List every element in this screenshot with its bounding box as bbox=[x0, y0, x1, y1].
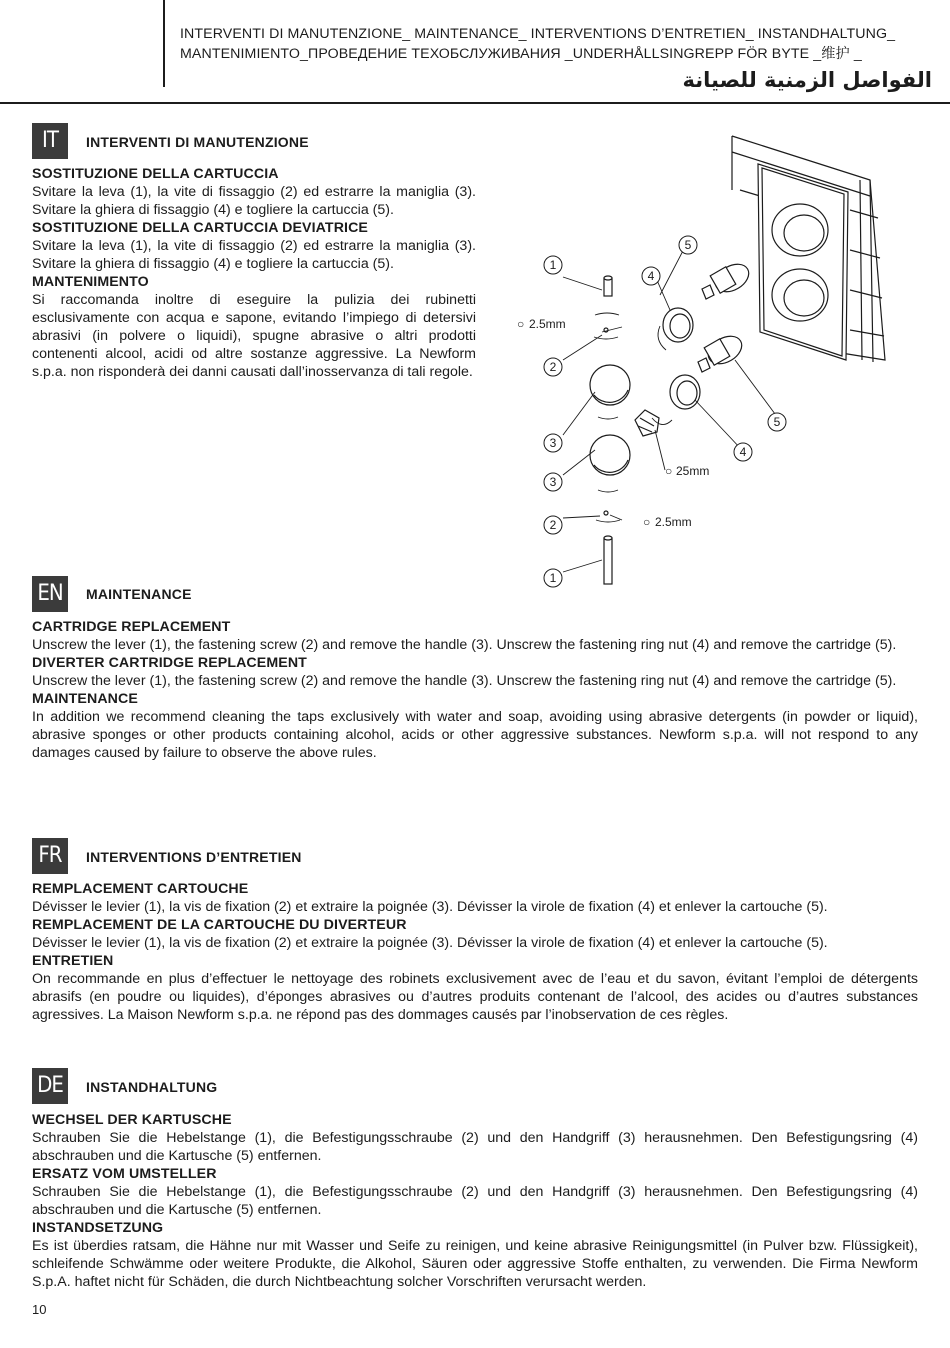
exploded-diagram bbox=[510, 130, 930, 600]
spanner-icon: ○ bbox=[665, 464, 673, 478]
ring-nut-upper bbox=[663, 308, 693, 342]
heading-diverter-replacement: ERSATZ VOM UMSTELLER bbox=[32, 1166, 217, 1182]
paragraph-maintenance: On recommande en plus d’effectuer le nettoyage des robinets exclusivement avec de l’eau et du savon, évitant l’emploi de détergents abrasifs (en poudre ou liquides), d’éponges abrasives ou d’autres produits contenant de l’alcool, des acides ou d’autres substances agressives. La Maison Newform s.p.a. ne répond pas des dommages causés par l’inobservation de ces règles. bbox=[32, 971, 918, 1023]
section-body-fr bbox=[32, 880, 918, 1024]
paragraph-maintenance: In addition we recommend cleaning the taps exclusively with water and soap, avoiding using abrasive detergents (in powder or liquid), abrasive sponges or other products containing alcohol, acids or other aggressive substances. Newform s.p.a. will not respond to any damages caused by failure to observe the above rules. bbox=[32, 709, 918, 761]
heading-cartridge-replacement: SOSTITUZIONE DELLA CARTUCCIA bbox=[32, 166, 279, 182]
paragraph-diverter-replacement: Dévisser le levier (1), la vis de fixation (2) et extraire la poignée (3). Dévisser la virole de fixation (4) et enlever la cartouche (5). bbox=[32, 935, 828, 951]
heading-diverter-replacement: REMPLACEMENT DE LA CARTOUCHE DU DIVERTEUR bbox=[32, 917, 407, 933]
language-badge-it: IT bbox=[32, 123, 68, 159]
heading-diverter-replacement: SOSTITUZIONE DELLA CARTUCCIA DEVIATRICE bbox=[32, 220, 368, 236]
wall-plate bbox=[758, 164, 848, 360]
handle-lower bbox=[590, 435, 630, 475]
paragraph-diverter-replacement: Unscrew the lever (1), the fastening screw (2) and remove the handle (3). Unscrew the fastening ring nut (4) and remove the cartridge (5). bbox=[32, 673, 897, 689]
key-size-top: 2.5mm bbox=[529, 317, 566, 331]
callout-label-4-upper: 4 bbox=[647, 269, 655, 283]
section-title-en: MAINTENANCE bbox=[86, 586, 192, 602]
section-body-de bbox=[32, 1111, 918, 1291]
lever-upper bbox=[604, 276, 612, 296]
paragraph-cartridge-replacement: Svitare la leva (1), la vite di fissaggio (2) ed estrarre la maniglia (3). Svitare la ghiera di fissaggio (4) e togliere la cartuccia (5). bbox=[32, 184, 476, 218]
callout-label-3-upper: 3 bbox=[549, 436, 557, 450]
callout-label-5-upper: 5 bbox=[684, 238, 692, 252]
callout-label-1-bottom: 1 bbox=[549, 571, 557, 585]
heading-cartridge-replacement: REMPLACEMENT CARTOUCHE bbox=[32, 881, 249, 897]
header-divider-horizontal bbox=[0, 102, 950, 104]
key-size-bottom: 2.5mm bbox=[655, 515, 692, 529]
callout-label-2-bottom: 2 bbox=[549, 518, 557, 532]
key-size-cartridge: 25mm bbox=[676, 464, 710, 478]
callout-label-3-lower: 3 bbox=[549, 475, 557, 489]
lever-lower bbox=[604, 536, 612, 584]
heading-diverter-replacement: DIVERTER CARTRIDGE REPLACEMENT bbox=[32, 655, 307, 671]
section-title-fr: INTERVENTIONS D’ENTRETIEN bbox=[86, 849, 302, 865]
hex-key-icon-bottom: ○ bbox=[643, 515, 651, 529]
heading-maintenance: ENTRETIEN bbox=[32, 953, 114, 969]
header-line-arabic: الفواصل الزمنية للصيانة bbox=[682, 68, 932, 92]
paragraph-cartridge-replacement: Dévisser le levier (1), la vis de fixation (2) et extraire la poignée (3). Dévisser la virole de fixation (4) et enlever la cartouche (5). bbox=[32, 899, 828, 915]
section-body-en bbox=[32, 618, 918, 762]
screw-lower bbox=[604, 511, 608, 515]
heading-cartridge-replacement: CARTRIDGE REPLACEMENT bbox=[32, 619, 231, 635]
heading-maintenance: MAINTENANCE bbox=[32, 691, 138, 707]
paragraph-maintenance: Si raccomanda inoltre di eseguire la pulizia dei rubinetti esclusivamente con acqua e sapone, evitando l’impiego di detersivi abrasivi (in polvere o liquidi), spugne abrasive o altri prodotti contenenti alcool, acidi od altre sostanze aggressive. La Newform s.p.a. non risponderà dei danni causati dall’inosservanza di tali regole. bbox=[32, 292, 476, 380]
callout-label-5-lower: 5 bbox=[773, 415, 781, 429]
paragraph-diverter-replacement: Schrauben Sie die Hebelstange (1), die Befestigungsschraube (2) und den Handgriff (3) herausnehmen. Den Befestigungsring (4) abschrauben und die Kartusche (5) entfernen. bbox=[32, 1184, 918, 1218]
section-title-de: INSTANDHALTUNG bbox=[86, 1079, 218, 1095]
section-body-it bbox=[32, 165, 476, 381]
header-divider-vertical bbox=[163, 0, 165, 87]
header-line-2: MANTENIMIENTO_ПРОВЕДЕНИЕ ТЕХОБСЛУЖИВАНИЯ _UNDERHÅLLSINGREPP FÖR BYTE _维护 _ bbox=[180, 46, 862, 62]
heading-cartridge-replacement: WECHSEL DER KARTUSCHE bbox=[32, 1112, 232, 1128]
header-line-1: INTERVENTI DI MANUTENZIONE_ MAINTENANCE_ INTERVENTIONS D’ENTRETIEN_ INSTANDHALTUNG_ bbox=[180, 26, 896, 42]
heading-maintenance: INSTANDSETZUNG bbox=[32, 1220, 164, 1236]
paragraph-diverter-replacement: Svitare la leva (1), la vite di fissaggio (2) ed estrarre la maniglia (3). Svitare la ghiera di fissaggio (4) e togliere la cartuccia (5). bbox=[32, 238, 476, 272]
cartridge-upper bbox=[702, 259, 754, 299]
paragraph-cartridge-replacement: Schrauben Sie die Hebelstange (1), die Befestigungsschraube (2) und den Handgriff (3) herausnehmen. Den Befestigungsring (4) abschrauben und die Kartusche (5) entfernen. bbox=[32, 1130, 918, 1164]
callout-label-4-lower: 4 bbox=[739, 445, 747, 459]
callout-label-2-top: 2 bbox=[549, 360, 557, 374]
page-number: 10 bbox=[32, 1302, 47, 1317]
paragraph-cartridge-replacement: Unscrew the lever (1), the fastening screw (2) and remove the handle (3). Unscrew the fastening ring nut (4) and remove the cartridge (5). bbox=[32, 637, 897, 653]
ring-nut-lower bbox=[670, 375, 700, 409]
heading-maintenance: MANTENIMENTO bbox=[32, 274, 149, 290]
language-badge-de: DE bbox=[32, 1068, 68, 1104]
language-badge-fr: FR bbox=[32, 838, 68, 874]
paragraph-maintenance: Es ist überdies ratsam, die Hähne nur mit Wasser und Seife zu reinigen, und keine abrasive Reinigungsmittel (in Pulver bzw. Flüssigkeit), schleifende Schwämme oder weitere Produkte, die Alkohol, Säuren oder aggressive Stoffe enthalten, zu verwenden. Die Firma Newform S.p.A. haftet nicht für Schäden, die durch Nichtbeachtung solcher Vorschriften verursacht werden. bbox=[32, 1238, 918, 1290]
hex-key-icon-top: ○ bbox=[517, 317, 525, 331]
handle-upper bbox=[590, 365, 630, 405]
section-title-it: INTERVENTI DI MANUTENZIONE bbox=[86, 134, 309, 150]
language-badge-en: EN bbox=[32, 576, 68, 612]
callout-label-1-top: 1 bbox=[549, 258, 557, 272]
page-header bbox=[180, 24, 940, 64]
